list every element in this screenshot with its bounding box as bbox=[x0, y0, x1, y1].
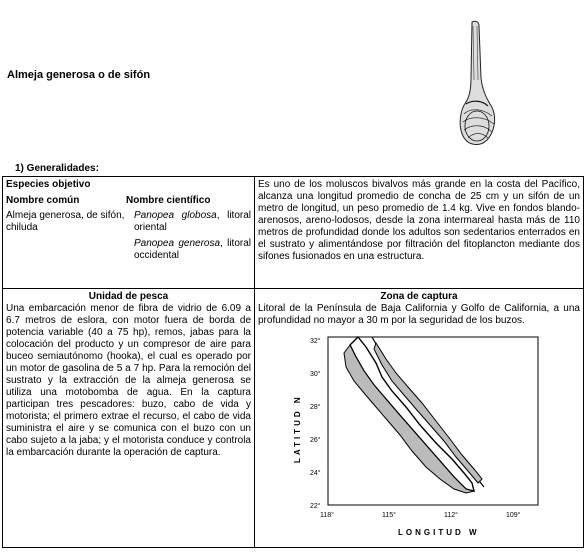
description-cell: Es uno de los moluscos bivalvos más grande en la costa del Pacífico, alcanza una longitud promedio de concha de 25 cm y un sifón de un metro de longitud, un peso promedio de 1.4 kg. Vive en fondos blando-arenosos, areno-lodosos, desde la zona intermareal hasta más de 110 metros de profundidad donde los adultos son sedentarios enterrados en el sustrato y alimentándose por filtración del fitoplancton mediante dos sifones fusionados en una estructura. bbox=[255, 177, 584, 289]
scientific-name-2-region: , litoral occidental bbox=[134, 238, 251, 261]
lat-tick-32: 32° bbox=[310, 338, 321, 345]
common-name-value: Almeja generosa, de sifón, chiluda bbox=[6, 210, 125, 233]
species-cell bbox=[3, 177, 255, 289]
lat-tick-30: 30° bbox=[310, 371, 321, 378]
lat-tick-28: 28° bbox=[310, 404, 321, 411]
scientific-name-2 bbox=[134, 238, 251, 262]
lat-tick-26: 26° bbox=[310, 437, 321, 444]
scientific-name-1-region: , litoral oriental bbox=[134, 210, 251, 233]
scientific-name-2-italic: Panopea generosa bbox=[134, 238, 221, 249]
lat-tick-24: 24° bbox=[310, 470, 321, 477]
fishing-unit-text: Una embarcación menor de fibra de vidrio de 6.09 a 6.7 metros de eslora, con motor fuera de borda de potencia variable (40 a 75 hp), remos, jabas para la colocación del producto y un compresor de aire para buceo semiautónomo (hooka), el cual es operado por un motor de gasolina de 5 a 7 hp. Para la remoción del sustrato y la extracción de la almeja generosa se utiliza una motobomba de agua. En la captura participan tres pescadores: buzo, cabo de vida y motorista; el primero extrae el recurso, el cabo de vida suministra el aire y se comunica con el buzo con un cabo sujeto a la jaba; y el motorista conduce y controla la embarcación durante la operación de captura. bbox=[6, 303, 251, 458]
page-title: Almeja generosa o de sifón bbox=[7, 69, 151, 81]
map-figure bbox=[288, 333, 548, 545]
capture-zone-cell bbox=[255, 289, 584, 548]
fishing-unit-header: Unidad de pesca bbox=[88, 291, 169, 302]
lon-tick-115: 115° bbox=[382, 512, 396, 519]
scientific-name-1 bbox=[134, 210, 251, 234]
scientific-name-1-italic: Panopea globosa bbox=[134, 210, 217, 221]
lon-tick-109: 109° bbox=[506, 512, 521, 519]
lon-tick-112: 112° bbox=[444, 512, 458, 519]
scientific-name-header: Nombre científico bbox=[126, 195, 211, 206]
geoduck-clam-illustration bbox=[452, 18, 502, 148]
lat-tick-22: 22° bbox=[310, 503, 321, 510]
map-x-label: LONGITUD W bbox=[398, 528, 480, 537]
capture-zone-text: Litoral de la Península de Baja California y Golfo de California, a una profundidad no mayor a 30 m por la seguridad de los buzos. bbox=[258, 303, 580, 326]
capture-zone-header: Zona de captura bbox=[380, 291, 458, 302]
capture-zone-map bbox=[258, 333, 580, 545]
fishing-unit-cell bbox=[3, 289, 255, 548]
section-heading: 1) Generalidades: bbox=[15, 163, 99, 174]
peninsula-outline bbox=[350, 337, 474, 491]
common-name-header: Nombre común bbox=[6, 195, 80, 206]
species-header: Especies objetivo bbox=[6, 179, 91, 190]
map-y-label: LATITUD N bbox=[293, 394, 302, 463]
lon-tick-118: 118° bbox=[320, 512, 334, 519]
info-table bbox=[2, 176, 584, 548]
